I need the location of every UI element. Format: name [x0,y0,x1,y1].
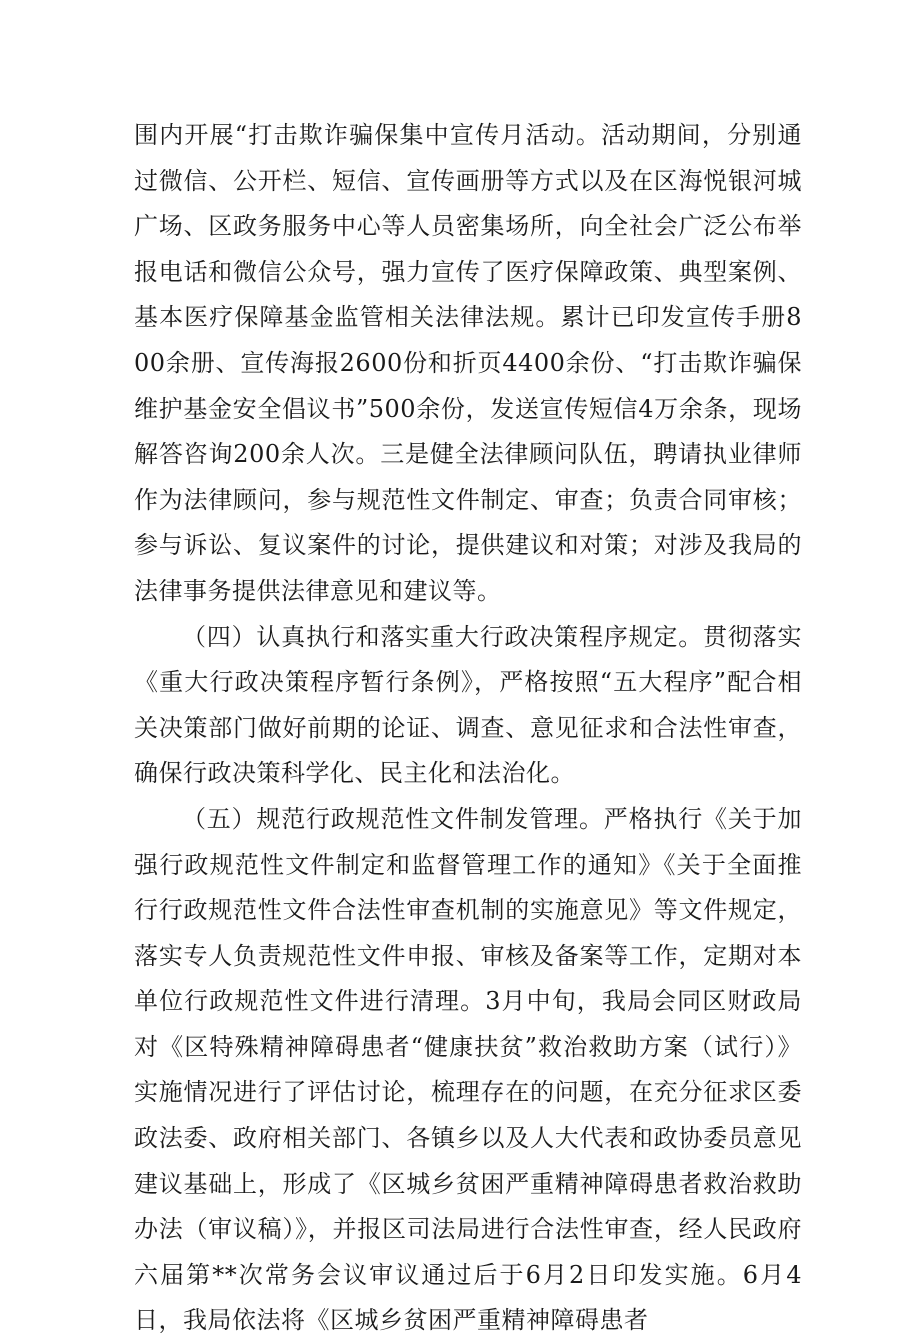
paragraph-section-five: （五）规范行政规范性文件制发管理。严格执行《关于加强行政规范性文件制定和监督管理工作的通知》《关于全面推行行政规范性文件合法性审查机制的实施意见》等文件规定，落实专人负责规范性文件申报、审核及备案等工作，定期对本单位行政规范性文件进行清理。3月中旬，我局会同区财政局对《区特殊精神障碍患者“健康扶贫”救治救助方案（试行）》实施情况进行了评估讨论，梳理存在的问题，在充分征求区委政法委、政府相关部门、各镇乡以及人大代表和政协委员意见建议基础上，形成了《区城乡贫困严重精神障碍患者救治救助办法（审议稿）》，并报区司法局进行合法性审查，经人民政府六届第**次常务会议审议通过后于6月2日印发实施。6月4日，我局依法将《区城乡贫困严重精神障碍患者 [134,804,802,1335]
document-body [134,113,802,1344]
paragraph-continuation: 围内开展“打击欺诈骗保集中宣传月活动。活动期间，分别通过微信、公开栏、短信、宣传画册等方式以及在区海悦银河城广场、区政务服务中心等人员密集场所，向全社会广泛公布举报电话和微信公众号，强力宣传了医疗保障政策、典型案例、基本医疗保障基金监管相关法律法规。累计已印发宣传手册800余册、宣传海报2600份和折页4400余份、“打击欺诈骗保维护基金安全倡议书”500余份，发送宣传短信4万余条，现场解答咨询200余人次。三是健全法律顾问队伍，聘请执业律师作为法律顾问，参与规范性文件制定、审查；负责合同审核；参与诉讼、复议案件的讨论，提供建议和对策；对涉及我局的法律事务提供法律意见和建议等。 [134,121,802,605]
paragraph-section-four: （四）认真执行和落实重大行政决策程序规定。贯彻落实《重大行政决策程序暂行条例》，严格按照“五大程序”配合相关决策部门做好前期的论证、调查、意见征求和合法性审查，确保行政决策科学化、民主化和法治化。 [134,622,802,788]
